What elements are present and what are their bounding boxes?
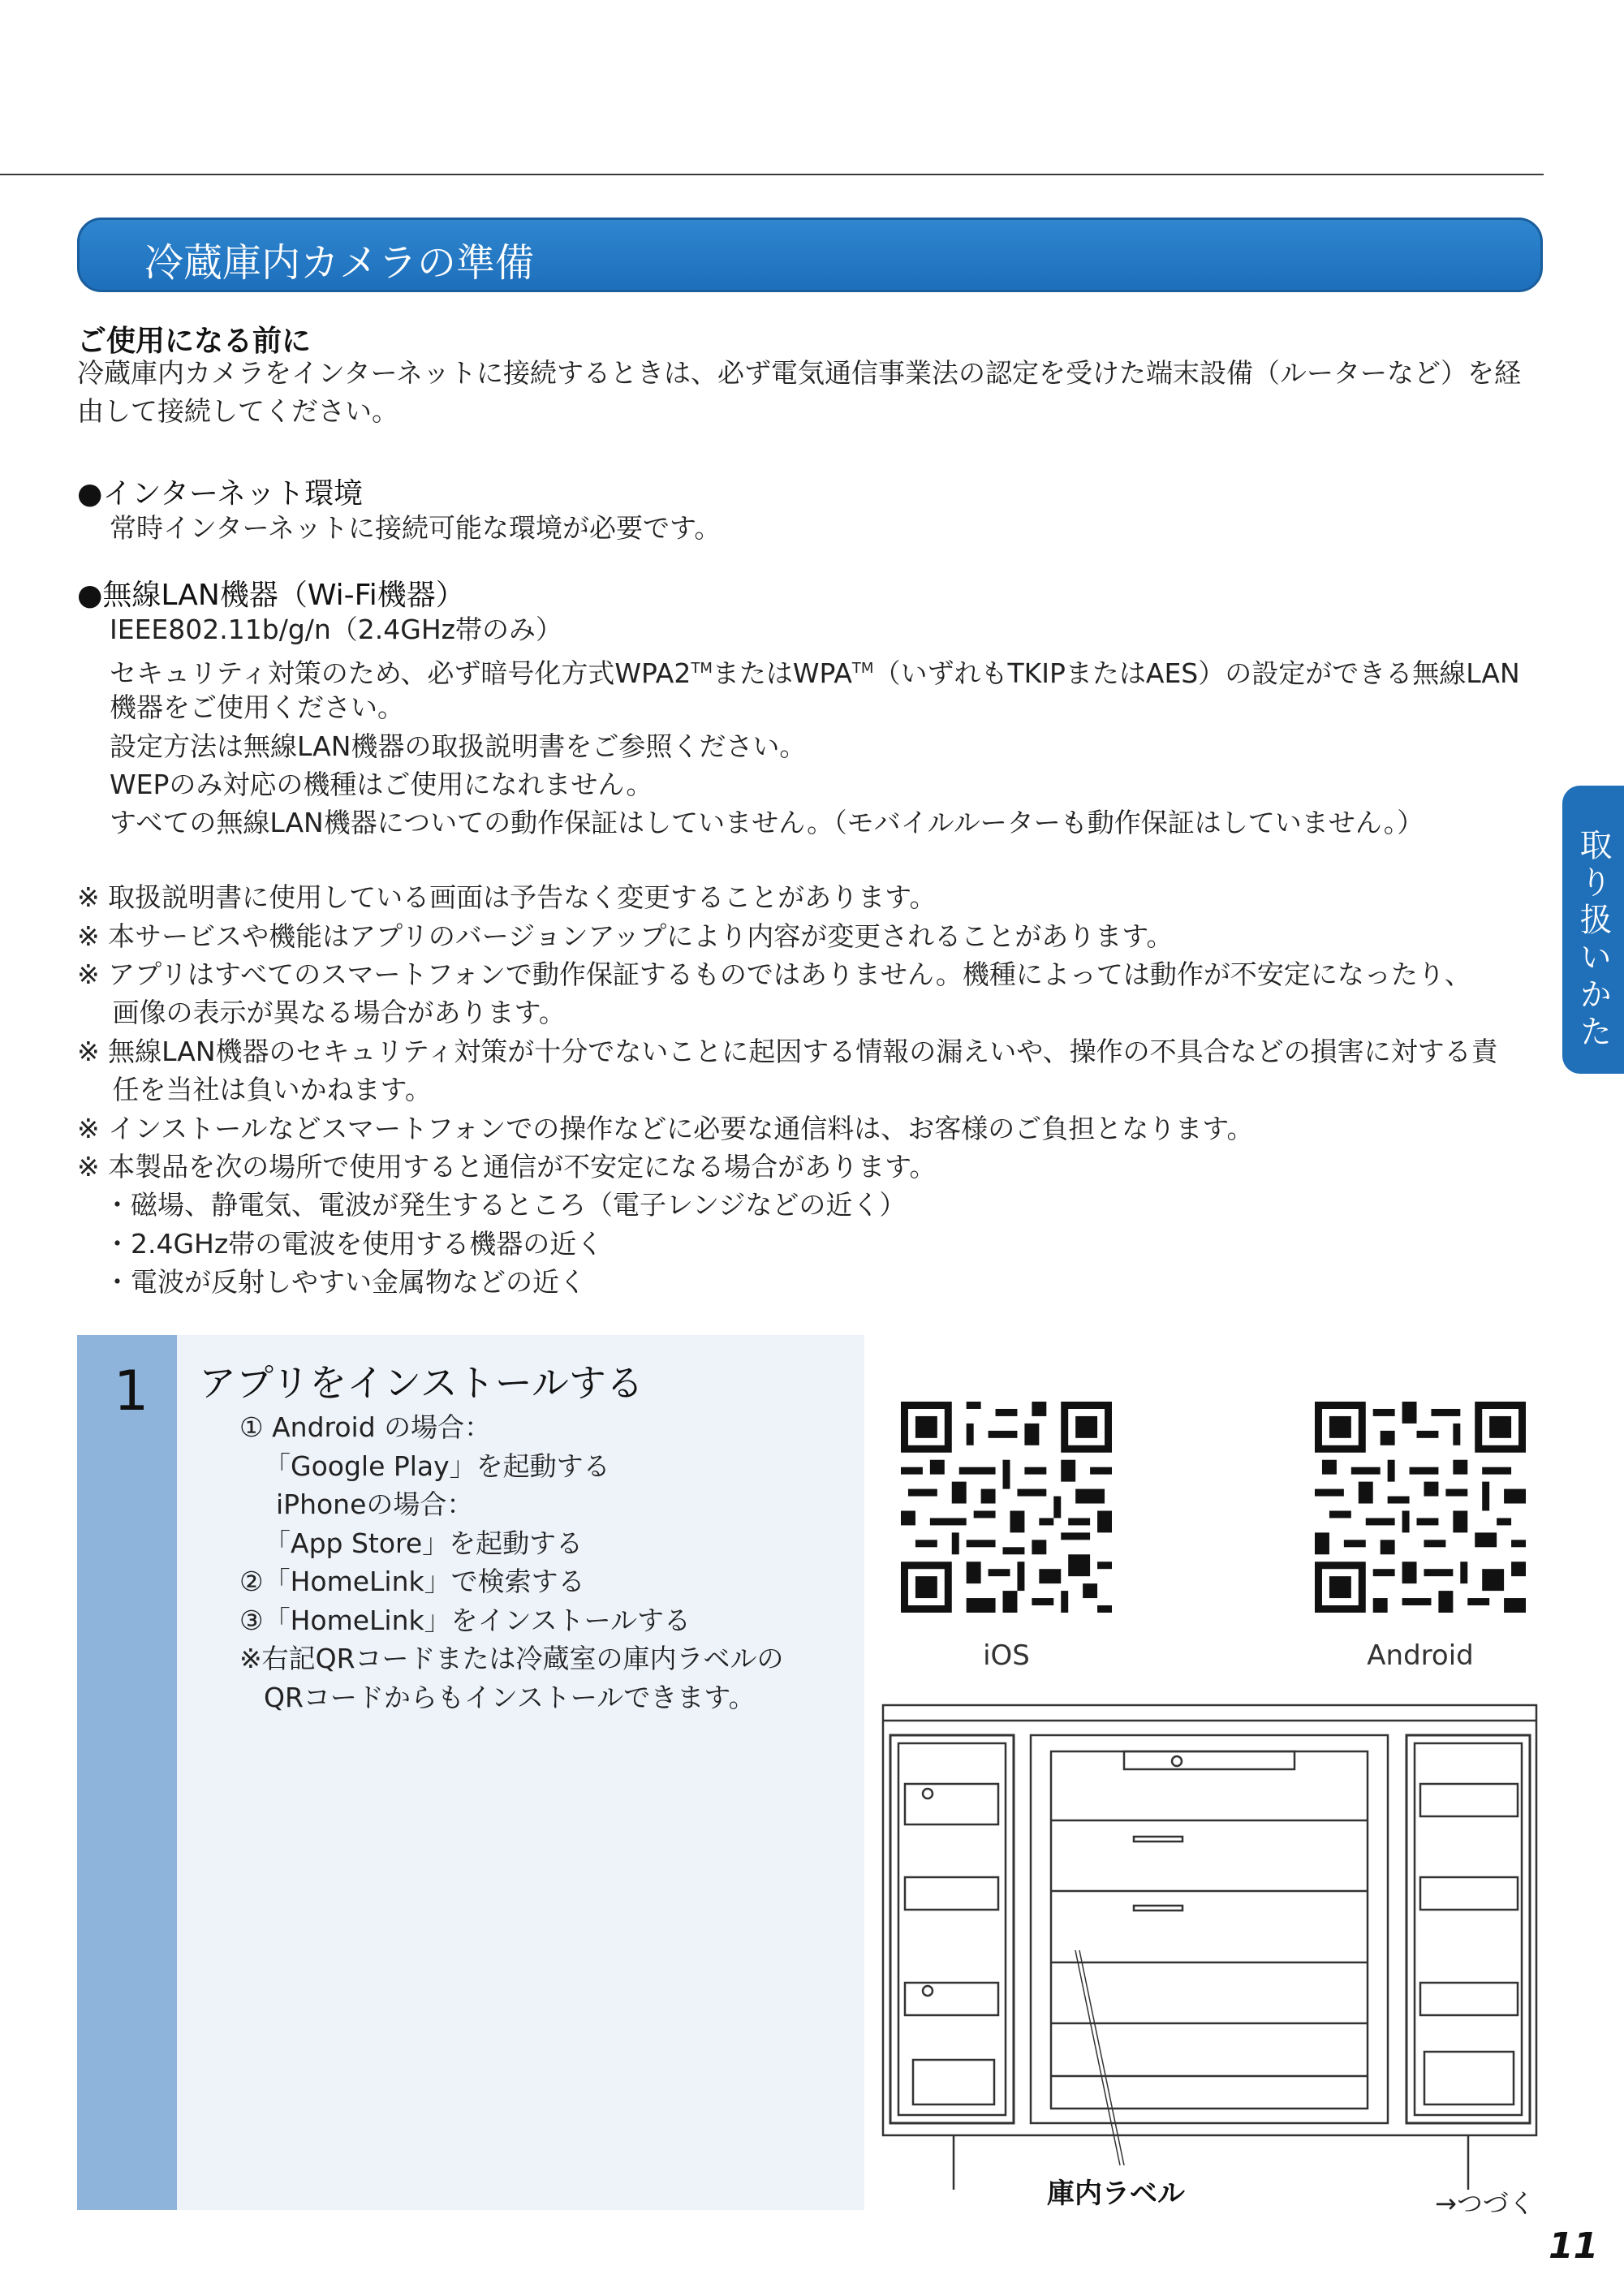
note-line: ※ 本サービスや機能はアプリのバージョンアップにより内容が変更されることがあります。	[77, 920, 1174, 952]
intro-line: 由して接続してください。	[77, 395, 398, 427]
note-line: ・2.4GHz帯の電波を使用する機器の近く	[77, 1228, 604, 1260]
qr-label-android: Android	[1367, 1639, 1474, 1672]
internet-heading: ●インターネット環境	[77, 477, 364, 510]
wifi-text: セキュリティ対策のため、必ず暗号化方式WPA2	[110, 657, 691, 689]
trademark: TM	[691, 660, 713, 677]
step-line: ※右記QRコードまたは冷蔵室の庫内ラベルの	[239, 1643, 784, 1674]
continued-indicator: →つづく	[1435, 2188, 1535, 2219]
side-tab-label: 取り扱いかた	[1574, 828, 1612, 1052]
step-number-bar	[77, 1335, 177, 2210]
intro-line: 冷蔵庫内カメラをインターネットに接続するときは、必ず電気通信事業法の認定を受けた端末設備（ルーターなど）を経	[77, 357, 1522, 389]
step-line: 「Google Play」を起動する	[264, 1450, 610, 1482]
step-title: アプリをインストールする	[199, 1361, 644, 1405]
wifi-line: すべての無線LAN機器についての動作保証はしていません。（モバイルルーターも動作保証はしていません。）	[110, 807, 1424, 838]
fridge-callout-label: 庫内ラベル	[1047, 2178, 1185, 2210]
qr-code-android-icon	[1315, 1402, 1526, 1613]
wifi-heading: ●無線LAN機器（Wi-Fi機器）	[77, 579, 465, 612]
page-number: 11	[1549, 2225, 1599, 2267]
wifi-text: （いずれもTKIPまたはAES）の設定ができる無線LAN	[873, 657, 1520, 689]
wifi-line: WEPのみ対応の機種はご使用になれません。	[110, 769, 653, 800]
section-banner	[77, 218, 1543, 292]
section-title: 冷蔵庫内カメラの準備	[144, 240, 535, 286]
intro-heading: ご使用になる前に	[77, 325, 312, 358]
trademark: TM	[851, 660, 874, 677]
wifi-line: 機器をご使用ください。	[110, 691, 404, 723]
step-line: ③「HomeLink」をインストールする	[239, 1605, 691, 1636]
note-line: ※ インストールなどスマートフォンでの操作などに必要な通信料は、お客様のご負担となります。	[77, 1113, 1254, 1144]
note-line: ※ 取扱説明書に使用している画面は予告なく変更することがあります。	[77, 881, 937, 913]
step-line: ②「HomeLink」で検索する	[239, 1566, 585, 1597]
qr-label-ios: iOS	[983, 1639, 1030, 1672]
note-line: ※ 本製品を次の場所で使用すると通信が不安定になる場合があります。	[77, 1151, 937, 1182]
note-line: 画像の表示が異なる場合があります。	[77, 997, 566, 1028]
wifi-line: 設定方法は無線LAN機器の取扱説明書をご参照ください。	[110, 730, 807, 762]
qr-code-ios-icon	[901, 1402, 1112, 1613]
step-line: ① Android の場合：	[239, 1411, 492, 1443]
step-number: 1	[114, 1359, 149, 1424]
note-line: ※ 無線LAN機器のセキュリティ対策が十分でないことに起因する情報の漏えいや、操作の不具合などの損害に対する責	[77, 1036, 1498, 1067]
wifi-line	[110, 649, 1520, 692]
note-line: ・磁場、静電気、電波が発生するところ（電子レンジなどの近く）	[77, 1189, 907, 1221]
internet-body: 常時インターネットに接続可能な環境が必要です。	[110, 512, 722, 544]
note-line: ※ アプリはすべてのスマートフォンで動作保証するものではありません。機種によっては動作が不安定になったり、	[77, 958, 1471, 990]
top-rule	[0, 174, 1544, 175]
wifi-text: またはWPA	[712, 657, 852, 689]
step-line: iPhoneの場合：	[276, 1488, 474, 1520]
step-line: QRコードからもインストールできます。	[264, 1682, 756, 1713]
wifi-line: IEEE802.11b/g/n（2.4GHz帯のみ）	[110, 614, 562, 645]
note-line: 任を当社は負いかねます。	[77, 1074, 432, 1105]
note-line: ・電波が反射しやすい金属物などの近く	[77, 1266, 586, 1298]
step-line: 「App Store」を起動する	[264, 1527, 584, 1559]
side-index-tab	[1562, 786, 1624, 1074]
refrigerator-illustration	[881, 1703, 1542, 2198]
